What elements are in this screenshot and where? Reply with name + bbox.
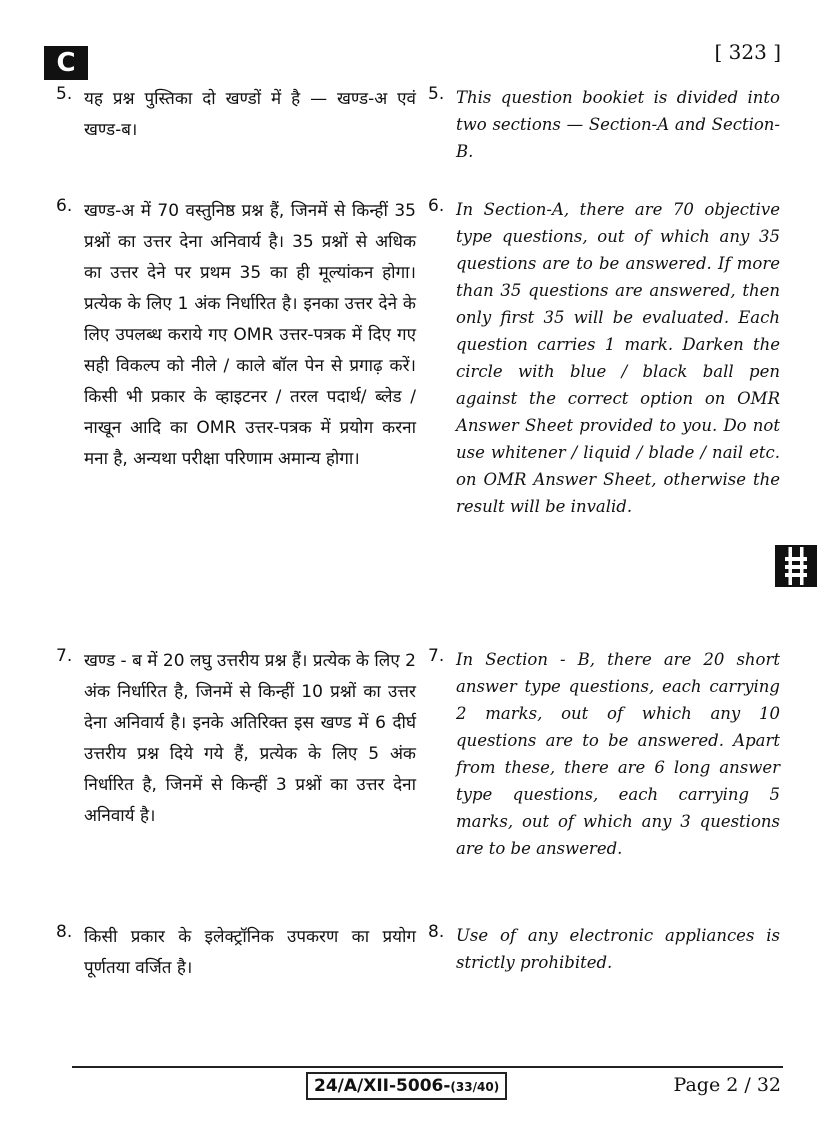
instruction-5 (56, 84, 780, 196)
english-text: Use of any electronic appliances is strictly prohibited. (456, 926, 780, 972)
paper-code-sub: (33/40) (450, 1080, 500, 1094)
paper-code-main: 24/A/XII-5006- (314, 1076, 451, 1096)
paper-code (306, 1072, 507, 1100)
item-number-hindi: 5. (56, 84, 73, 104)
item-number-hindi: 7. (56, 646, 73, 666)
hindi-text: खण्ड - ब में 20 लघु उत्तरीय प्रश्न हैं। प्रत्येक के लिए 2 अंक निर्धारित है, जिनमें से किन्हीं 10 प्रश्नों का उत्तर देना अनिवार्य है। इनके अतिरिक्त इस खण्ड में 6 दीर्घ उत्तरीय प्रश्न दिये गये हैं, प्रत्येक के लिए 5 अंक निर्धारित है, जिनमें से किन्हीं 3 प्रश्नों का उत्तर देना अनिवार्य है। (84, 651, 416, 826)
section-badge: C (44, 46, 88, 80)
item-number-hindi: 6. (56, 196, 73, 216)
hindi-text: खण्ड-अ में 70 वस्तुनिष्ठ प्रश्न हैं, जिनमें से किन्हीं 35 प्रश्नों का उत्तर देना अनिवार्य है। 35 प्रश्नों से अधिक का उत्तर देने पर प्रथम 35 का ही मूल्यांकन होगा। प्रत्येक के लिए 1 अंक निर्धारित है। इनका उत्तर देने के लिए उपलब्ध कराये गए OMR उत्तर-पत्रक में दिए गए सही विकल्प को नीले / काले बॉल पेन से प्रगाढ़ करें। किसी भी प्रकार के व्हाइटनर / तरल पदार्थ/ ब्लेड / नाखून आदि का OMR उत्तर-पत्रक में प्रयोग करना मना है, अन्यथा परीक्षा परिणाम अमान्य होगा। (84, 201, 416, 469)
qr-code-icon (775, 545, 817, 587)
instruction-8 (56, 922, 780, 1002)
instruction-6 (56, 196, 780, 646)
footer-divider (72, 1066, 783, 1068)
item-number-english: 5. (428, 84, 445, 104)
english-text: In Section - B, there are 20 short answer type questions, each carrying 2 marks, out of which any 10 questions are to be answered. Apart from these, there are 6 long answer type questions, each carrying 5 marks, out of which any 3 questions are to be answered. (456, 650, 780, 858)
english-text: In Section-A, there are 70 objective type questions, out of which any 35 questions are to be answered. If more than 35 questions are answered, then only first 35 will be evaluated. Each question carries 1 mark. Darken the circle with blue / black ball pen against the correct option on OMR Answer Sheet provided to you. Do not use whitener / liquid / blade / nail etc. on OMR Answer Sheet, otherwise the result will be invalid. (456, 200, 780, 516)
item-number-english: 7. (428, 646, 445, 666)
instruction-7 (56, 646, 780, 922)
page-number: [ 323 ] (714, 40, 781, 64)
item-number-english: 8. (428, 922, 445, 942)
english-text: This question bookiet is divided into two sections — Section-A and Section-B. (456, 88, 780, 161)
instructions (56, 84, 780, 1002)
item-number-hindi: 8. (56, 922, 73, 942)
hindi-text: यह प्रश्न पुस्तिका दो खण्डों में है — खण्ड-अ एवं खण्ड-ब। (84, 89, 416, 140)
page-indicator: Page 2 / 32 (673, 1074, 781, 1096)
item-number-english: 6. (428, 196, 445, 216)
hindi-text: किसी प्रकार के इलेक्ट्रॉनिक उपकरण का प्रयोग पूर्णतया वर्जित है। (84, 927, 416, 978)
